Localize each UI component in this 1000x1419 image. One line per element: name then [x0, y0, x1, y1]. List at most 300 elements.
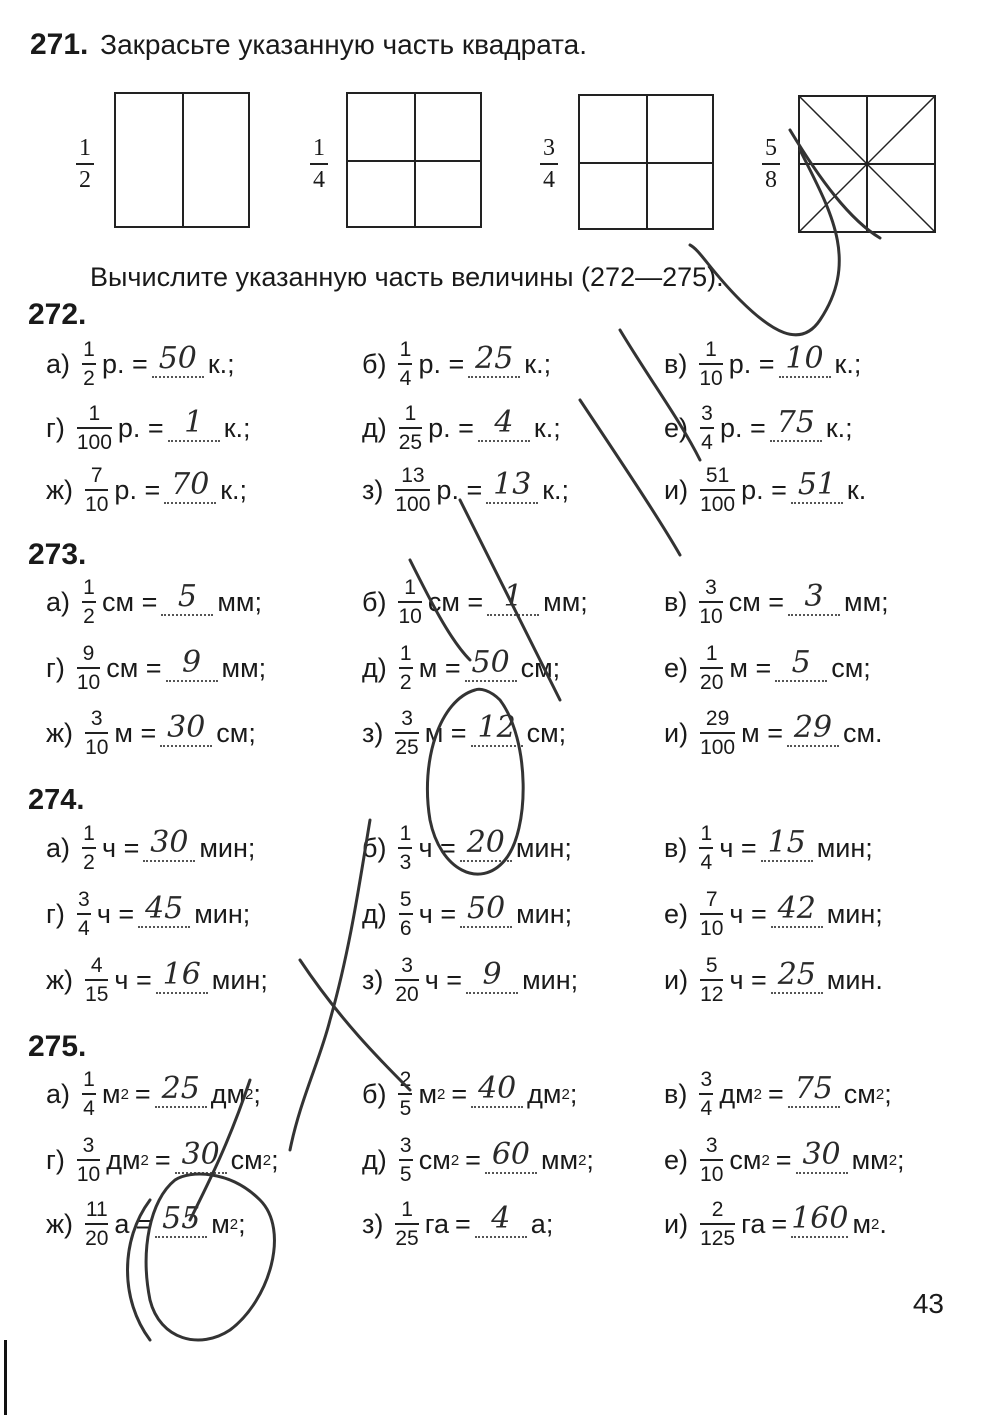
exercise-item	[362, 818, 572, 878]
result-unit: мм;	[543, 586, 588, 617]
unit: м	[102, 1078, 121, 1109]
item-label: е)	[664, 412, 689, 443]
numerator: 7	[705, 888, 718, 911]
unit: м =	[741, 717, 783, 748]
fraction	[699, 1069, 713, 1119]
result-unit: к.;	[533, 412, 561, 443]
fraction	[700, 643, 723, 693]
page-number: 43	[912, 1288, 944, 1319]
exercise-item	[46, 703, 256, 763]
result-exponent: 2	[245, 1085, 254, 1103]
result-unit: мм	[540, 1144, 579, 1175]
handwritten-answer: 9	[182, 644, 202, 680]
exercise-item	[46, 460, 247, 520]
unit: ч =	[114, 964, 152, 995]
unit: м	[418, 1078, 438, 1109]
handwritten-answer: 12	[477, 709, 516, 745]
answer-field[interactable]	[471, 709, 523, 751]
numerator: 3	[82, 1134, 95, 1157]
answer-field[interactable]	[168, 404, 220, 446]
equals-sign: =	[465, 1144, 481, 1175]
exercise-item	[362, 1064, 577, 1124]
unit: ч =	[729, 898, 767, 929]
numerator: 1	[700, 822, 713, 845]
result-exponent: 2	[262, 1151, 272, 1169]
handwritten-answer: 30	[181, 1136, 220, 1172]
fraction	[398, 339, 412, 389]
answer-field[interactable]	[787, 709, 839, 751]
answer-field[interactable]	[771, 890, 823, 932]
unit: р. =	[114, 474, 161, 505]
answer-field[interactable]	[478, 404, 530, 446]
denominator: 100	[700, 493, 736, 516]
denominator: 2	[83, 851, 95, 874]
numerator: 3	[78, 888, 90, 911]
answer-field[interactable]	[796, 1136, 848, 1178]
answer-field[interactable]	[770, 404, 822, 446]
handwritten-answer: 3	[804, 578, 824, 614]
exercise-273-number: 273.	[28, 538, 87, 571]
handwritten-answer: 25	[161, 1070, 200, 1106]
exercise-number: 271.	[30, 28, 89, 61]
item-label: з)	[362, 474, 384, 505]
item-label: и)	[664, 1208, 689, 1239]
equals-sign: =	[455, 1208, 471, 1239]
denominator: 15	[85, 983, 109, 1006]
answer-field[interactable]	[161, 578, 213, 620]
exercise-item	[46, 818, 255, 878]
item-label: и)	[664, 474, 689, 505]
answer-field[interactable]	[788, 1070, 840, 1112]
item-label: з)	[362, 964, 384, 995]
result-unit: м	[211, 1208, 230, 1239]
fraction	[398, 577, 421, 627]
unit: ч =	[424, 964, 463, 995]
numerator: 1	[404, 402, 417, 425]
answer-field[interactable]	[155, 1200, 207, 1242]
item-label: б)	[362, 348, 387, 379]
handwritten-answer: 25	[475, 340, 514, 376]
unit: р. =	[720, 412, 766, 443]
item-label: а)	[46, 1078, 71, 1109]
answer-field[interactable]	[155, 1070, 207, 1112]
unit: см =	[106, 652, 162, 683]
numerator: 1	[83, 576, 95, 599]
denominator: 10	[76, 1163, 101, 1186]
square-eighths[interactable]	[798, 95, 936, 233]
result-unit: мин;	[826, 898, 883, 929]
numerator: 3	[90, 707, 103, 730]
fraction	[77, 889, 91, 939]
answer-field[interactable]	[468, 340, 520, 382]
handwritten-answer: 30	[150, 824, 189, 860]
numerator: 5	[705, 954, 718, 977]
exercise-275-number: 275.	[28, 1030, 87, 1063]
result-unit: мм;	[221, 652, 267, 683]
handwritten-answer: 9	[482, 956, 502, 992]
answer-field[interactable]	[460, 824, 512, 866]
denominator: 10	[398, 605, 422, 628]
result-exponent: 2	[229, 1215, 239, 1233]
handwritten-answer: 4	[494, 404, 514, 440]
punctuation: ;	[253, 1078, 261, 1109]
exercise-item	[664, 398, 853, 458]
unit: р. =	[117, 412, 164, 443]
denominator: 10	[700, 917, 724, 940]
answer-field[interactable]	[775, 644, 827, 686]
denominator: 2	[83, 605, 95, 628]
result-unit: мин;	[816, 832, 873, 863]
item-label: и)	[664, 717, 689, 748]
punctuation: ;	[238, 1208, 246, 1239]
result-exponent: 2	[888, 1151, 898, 1169]
scan-edge	[4, 1340, 7, 1415]
numerator: 3	[701, 402, 713, 425]
denominator: 6	[399, 917, 412, 940]
answer-field[interactable]	[466, 956, 518, 998]
unit: р. =	[418, 348, 465, 379]
fraction	[399, 889, 413, 939]
punctuation: .	[879, 1208, 887, 1239]
answer-field[interactable]	[465, 644, 517, 686]
exercise-item	[46, 334, 235, 394]
handwritten-answer: 45	[145, 890, 184, 926]
handwritten-answer: 60	[491, 1136, 531, 1172]
fraction	[395, 708, 418, 758]
result-unit: к.;	[825, 412, 853, 443]
fraction	[395, 955, 418, 1005]
result-unit: см	[843, 1078, 876, 1109]
section-instruction: Вычислите указанную часть величины (272—275).	[90, 262, 724, 292]
numerator: 3	[401, 954, 413, 977]
numerator: 1	[705, 642, 718, 665]
result-unit: к.;	[223, 412, 251, 443]
unit: р. =	[428, 412, 474, 443]
answer-field[interactable]	[761, 824, 813, 866]
numerator: 1	[83, 822, 95, 845]
result-unit: мин;	[522, 964, 579, 995]
item-label: ж)	[46, 1208, 74, 1239]
denominator: 4	[701, 431, 713, 454]
result-unit: мин;	[516, 898, 573, 929]
denominator: 2	[399, 671, 412, 694]
item-label: а)	[46, 348, 71, 379]
handwritten-answer: 15	[767, 824, 806, 860]
exercise-item	[362, 572, 588, 632]
handwritten-answer: 5	[791, 644, 811, 680]
equals-sign: =	[771, 1208, 788, 1239]
square-quarters-b[interactable]	[578, 94, 714, 230]
numerator: 2	[711, 1198, 724, 1221]
equals-sign: =	[451, 1078, 468, 1109]
answer-field[interactable]	[779, 340, 831, 382]
item-label: в)	[664, 832, 688, 863]
answer-field[interactable]	[143, 824, 195, 866]
handwritten-answer: 50	[158, 340, 197, 376]
fraction	[399, 403, 422, 453]
result-exponent: 2	[871, 1215, 880, 1233]
unit: р. =	[728, 348, 775, 379]
square-fraction-1	[76, 136, 94, 192]
exercise-item	[362, 638, 560, 698]
unit-exponent: 2	[761, 1151, 770, 1169]
answer-field[interactable]	[160, 709, 212, 751]
fraction	[82, 1069, 96, 1119]
handwritten-answer: 1	[503, 578, 523, 614]
result-unit: см;	[216, 717, 256, 748]
unit: м =	[729, 652, 772, 683]
result-unit: к.;	[220, 474, 248, 505]
unit: га	[424, 1208, 450, 1239]
fraction	[395, 465, 430, 515]
exercise-item	[664, 818, 873, 878]
square-quarters-a[interactable]	[346, 92, 482, 228]
result-unit: мм;	[844, 586, 889, 617]
punctuation: ;	[884, 1078, 892, 1109]
square-fraction-4	[762, 136, 780, 192]
numerator: 1	[404, 576, 416, 599]
unit: а	[114, 1208, 130, 1239]
exercise-item	[362, 884, 572, 944]
answer-field[interactable]	[166, 644, 218, 686]
numerator: 1	[88, 402, 101, 425]
handwritten-answer: 55	[162, 1200, 201, 1236]
answer-field[interactable]	[156, 956, 208, 998]
handwritten-answer: 5	[177, 578, 197, 614]
handwritten-answer: 29	[793, 709, 833, 745]
unit: см	[418, 1144, 451, 1175]
unit: ч =	[719, 832, 757, 863]
exercise-item	[46, 1064, 261, 1124]
numerator: 3	[700, 1068, 713, 1091]
unit: см =	[427, 586, 484, 617]
handwritten-answer: 30	[802, 1136, 841, 1172]
denominator: 100	[700, 736, 736, 759]
numerator: 13	[401, 464, 425, 487]
result-unit: к.;	[834, 348, 862, 379]
fraction	[85, 465, 108, 515]
denominator: 10	[76, 671, 101, 694]
fraction	[699, 823, 713, 873]
exercise-item	[46, 884, 250, 944]
result-unit: дм	[210, 1078, 246, 1109]
numerator: 4	[90, 954, 103, 977]
punctuation: ;	[569, 1078, 578, 1109]
punctuation: ;	[586, 1144, 594, 1175]
numerator: 5	[765, 135, 777, 161]
exercise-item	[46, 1194, 246, 1254]
numerator: 1	[79, 135, 91, 161]
pen-stroke	[290, 820, 370, 1150]
exercise-item	[46, 638, 266, 698]
item-label: д)	[362, 1144, 387, 1175]
unit: см =	[728, 586, 785, 617]
result-unit: мм;	[217, 586, 262, 617]
denominator: 4	[700, 1097, 713, 1120]
answer-field[interactable]	[138, 890, 190, 932]
denominator: 4	[399, 367, 412, 390]
handwritten-answer: 42	[777, 890, 816, 926]
handwritten-answer: 25	[777, 956, 816, 992]
handwritten-answer: 4	[491, 1200, 511, 1236]
denominator: 10	[699, 605, 723, 628]
answer-field[interactable]	[164, 466, 216, 508]
handwritten-answer: 51	[797, 466, 837, 502]
answer-field[interactable]	[175, 1136, 227, 1178]
exercise-item	[362, 398, 561, 458]
denominator: 25	[395, 1227, 419, 1250]
unit: р. =	[741, 474, 787, 505]
item-label: е)	[664, 1144, 689, 1175]
exercise-item	[362, 334, 551, 394]
item-label: е)	[664, 652, 689, 683]
numerator: 1	[399, 642, 412, 665]
result-unit: к.;	[207, 348, 235, 379]
fraction	[398, 823, 412, 873]
denominator: 12	[700, 983, 724, 1006]
handwritten-answer: 160	[791, 1200, 849, 1236]
square-halves[interactable]	[114, 92, 250, 228]
result-unit: см	[230, 1144, 263, 1175]
exercise-item	[362, 703, 566, 763]
unit: см	[729, 1144, 762, 1175]
denominator: 4	[313, 167, 325, 193]
fraction	[399, 1135, 413, 1185]
item-label: и)	[664, 964, 689, 995]
item-label: ж)	[46, 474, 74, 505]
answer-field[interactable]	[460, 890, 512, 932]
fraction	[398, 1069, 412, 1119]
exercise-item	[664, 884, 883, 944]
fraction	[699, 577, 722, 627]
item-label: ж)	[46, 964, 74, 995]
fraction	[700, 465, 735, 515]
handwritten-answer: 13	[493, 466, 532, 502]
item-label: в)	[664, 348, 688, 379]
exercise-item	[664, 572, 889, 632]
result-unit: дм	[527, 1078, 562, 1109]
item-label: д)	[362, 412, 387, 443]
handwritten-answer: 40	[478, 1070, 517, 1106]
numerator: 1	[705, 338, 717, 361]
numerator: 1	[399, 338, 412, 361]
numerator: 3	[401, 707, 413, 730]
result-unit: мин;	[199, 832, 256, 863]
result-unit: см;	[520, 652, 561, 683]
item-label: г)	[46, 652, 65, 683]
result-unit: к.	[846, 474, 867, 505]
numerator: 29	[705, 707, 730, 730]
punctuation: ;	[897, 1144, 905, 1175]
item-label: з)	[362, 717, 384, 748]
item-label: д)	[362, 898, 387, 929]
result-unit: мин;	[211, 964, 268, 995]
exercise-item	[664, 460, 866, 520]
denominator: 10	[699, 367, 723, 390]
exercise-item	[664, 334, 861, 394]
numerator: 1	[399, 822, 412, 845]
answer-field[interactable]	[791, 1200, 849, 1242]
exercise-instruction: Закрасьте указанную часть квадрата.	[100, 29, 588, 60]
numerator: 1	[83, 338, 95, 361]
answer-field[interactable]	[487, 578, 539, 620]
answer-field[interactable]	[475, 1200, 527, 1242]
denominator: 8	[765, 167, 777, 193]
denominator: 3	[399, 851, 412, 874]
denominator: 4	[78, 917, 90, 940]
handwritten-answer: 75	[776, 404, 815, 440]
result-unit: см.	[842, 717, 883, 748]
answer-field[interactable]	[788, 578, 840, 620]
fraction	[700, 889, 723, 939]
result-unit: см;	[831, 652, 871, 683]
fraction	[77, 403, 112, 453]
handwritten-answer: 50	[467, 890, 506, 926]
fraction	[395, 1199, 418, 1249]
handwritten-answer: 10	[785, 340, 824, 376]
fraction	[700, 955, 723, 1005]
equals-sign: =	[135, 1208, 152, 1239]
exercise-item	[664, 1130, 905, 1190]
answer-field[interactable]	[771, 956, 823, 998]
unit: м =	[418, 652, 461, 683]
punctuation: ;	[271, 1144, 279, 1175]
equals-sign: =	[768, 1078, 784, 1109]
item-label: а)	[46, 586, 71, 617]
result-exponent: 2	[875, 1085, 885, 1103]
unit: ч =	[102, 832, 140, 863]
numerator: 1	[401, 1198, 413, 1221]
exercise-item	[46, 950, 268, 1010]
numerator: 51	[705, 464, 730, 487]
exercise-item	[46, 398, 251, 458]
answer-field[interactable]	[152, 340, 204, 382]
exercise-item	[362, 460, 569, 520]
denominator: 4	[543, 167, 555, 193]
answer-field[interactable]	[791, 466, 843, 508]
denominator: 10	[85, 493, 109, 516]
numerator: 3	[543, 135, 555, 161]
answer-field[interactable]	[485, 1136, 537, 1178]
unit: м =	[424, 717, 467, 748]
result-unit: см;	[526, 717, 567, 748]
handwritten-answer: 70	[171, 466, 210, 502]
square-fraction-2	[310, 136, 328, 192]
result-unit: мин.	[826, 964, 883, 995]
denominator: 125	[700, 1227, 736, 1250]
denominator: 20	[395, 983, 419, 1006]
item-label: г)	[46, 1144, 65, 1175]
answer-field[interactable]	[486, 466, 538, 508]
unit-exponent: 2	[140, 1151, 149, 1169]
fraction	[399, 643, 413, 693]
exercise-item	[362, 1130, 594, 1190]
fraction	[700, 403, 714, 453]
fraction	[82, 823, 96, 873]
result-unit: мин;	[515, 832, 572, 863]
denominator: 20	[700, 671, 724, 694]
numerator: 1	[313, 135, 325, 161]
exercise-item	[664, 1064, 892, 1124]
unit: ч =	[418, 832, 456, 863]
exercise-271-title	[30, 28, 587, 62]
denominator: 10	[85, 736, 109, 759]
fraction	[700, 1135, 723, 1185]
answer-field[interactable]	[471, 1070, 523, 1112]
denominator: 25	[395, 736, 419, 759]
denominator: 10	[700, 1163, 724, 1186]
equals-sign: =	[775, 1144, 792, 1175]
